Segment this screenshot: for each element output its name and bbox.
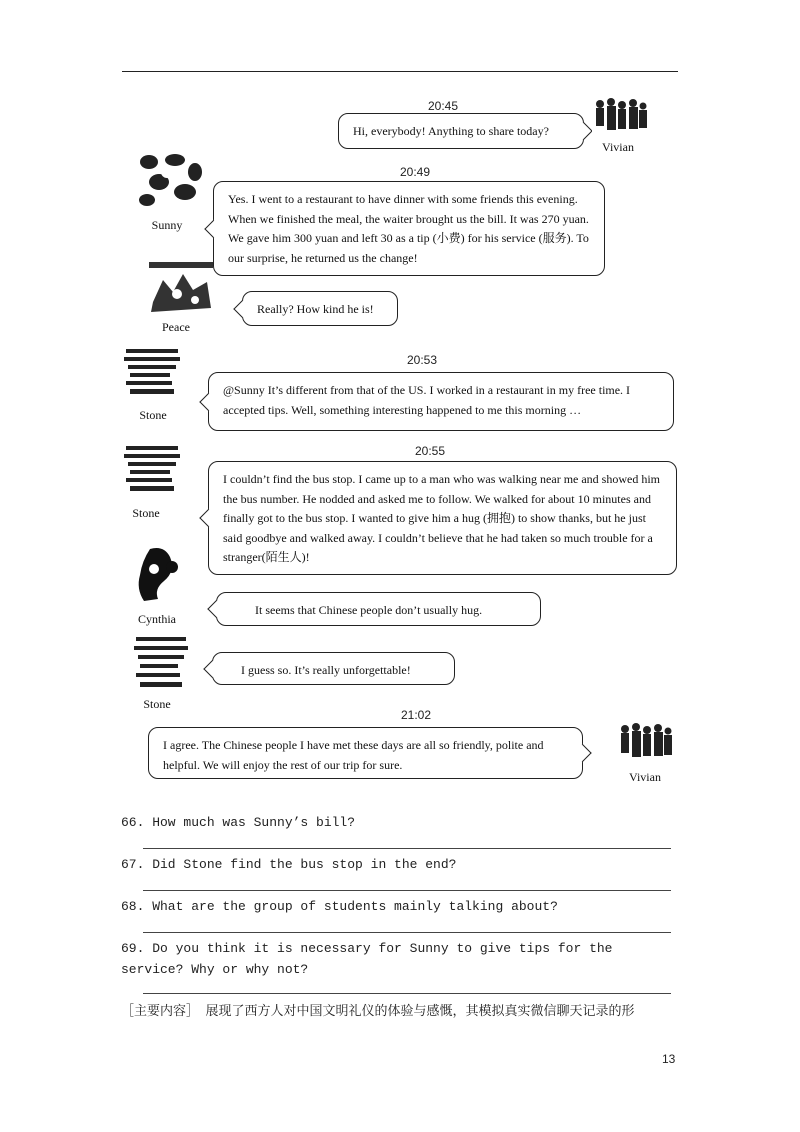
stone-avatar xyxy=(130,634,192,690)
answer-line xyxy=(143,993,671,994)
vivian-avatar xyxy=(592,96,650,134)
peace-name: Peace xyxy=(162,320,190,334)
stone-name: Stone xyxy=(132,506,160,520)
vivian-name: Vivian xyxy=(602,140,634,154)
page-number: 13 xyxy=(662,1052,676,1066)
cynthia-name: Cynthia xyxy=(138,612,176,626)
message-bubble-peace xyxy=(242,291,398,326)
question-66: 66. How much was Sunny’s bill? xyxy=(121,815,356,830)
stone-avatar xyxy=(120,443,186,495)
message-text: I guess so. It’s really unforgettable! xyxy=(241,663,411,677)
message-text: It seems that Chinese people don’t usually hug. xyxy=(255,603,483,617)
stone-name: Stone xyxy=(143,697,171,711)
peace-avatar xyxy=(149,262,213,316)
sunny-avatar xyxy=(137,152,203,208)
answer-line xyxy=(143,848,671,849)
timestamp: 20:49 xyxy=(400,165,431,179)
header-rule xyxy=(122,71,678,72)
message-text: I couldn’t find the bus stop. I came up to a man who was walking near me and showed him the bus number. He nodded and asked me to follow. We walked for about 10 minutes and finally got to the bus stop. I wanted to give him a hug (拥抱) to show thanks, but he just said goodbye and walked away. I couldn’t believe that he had taken so much trouble for a stranger(陌生人)! xyxy=(223,472,661,564)
message-bubble-stone-1 xyxy=(208,372,674,431)
bubble-tail xyxy=(204,219,222,237)
message-bubble-cynthia xyxy=(216,592,541,626)
question-69: 69. Do you think it is necessary for Sunny to give tips for the service? Why or why not? xyxy=(121,941,613,977)
sunny-name: Sunny xyxy=(151,218,183,232)
answer-line xyxy=(143,890,671,891)
message-bubble-stone-2 xyxy=(208,461,677,575)
bubble-tail xyxy=(573,744,591,762)
bubble-tail xyxy=(203,659,221,677)
answer-line xyxy=(143,932,671,933)
bubble-tail xyxy=(574,122,592,140)
timestamp: 21:02 xyxy=(401,708,432,722)
stone-avatar xyxy=(120,346,186,398)
vivian-name: Vivian xyxy=(629,770,661,784)
timestamp: 20:45 xyxy=(428,99,459,113)
vivian-avatar xyxy=(617,721,675,761)
message-text: Hi, everybody! Anything to share today? xyxy=(353,124,549,138)
message-bubble-stone-3 xyxy=(212,652,455,685)
bubble-tail xyxy=(233,299,251,317)
question-67: 67. Did Stone find the bus stop in the end? xyxy=(121,857,457,872)
message-bubble-vivian-1 xyxy=(338,113,584,149)
timestamp: 20:55 xyxy=(415,444,446,458)
message-bubble-sunny xyxy=(213,181,605,276)
cynthia-avatar xyxy=(130,545,188,603)
summary-text: ［主要内容］ 展现了西方人对中国文明礼仪的体验与感慨，其模拟真实微信聊天记录的形 xyxy=(121,1003,635,1018)
bubble-tail xyxy=(199,392,217,410)
bubble-tail xyxy=(199,509,217,527)
message-text: Really? How kind he is! xyxy=(257,302,374,316)
question-68: 68. What are the group of students mainly talking about? xyxy=(121,899,558,914)
message-text: I agree. The Chinese people I have met these days are all so friendly, polite and helpful. We will enjoy the rest of our trip for sure. xyxy=(163,738,544,772)
message-text: @Sunny It’s different from that of the US. I worked in a restaurant in my free time. I accepted tips. Well, something interesting happened to me this morning … xyxy=(223,383,631,417)
bubble-tail xyxy=(207,600,225,618)
timestamp: 20:53 xyxy=(407,353,438,367)
stone-name: Stone xyxy=(139,408,167,422)
message-text: Yes. I went to a restaurant to have dinner with some friends this evening. When we finished the meal, the waiter brought us the bill. It was 270 yuan. We gave him 300 yuan and left 30 as a tip (小费) for his service (服务). To our surprise, he returned us the change! xyxy=(228,192,589,265)
message-bubble-vivian-2 xyxy=(148,727,583,779)
